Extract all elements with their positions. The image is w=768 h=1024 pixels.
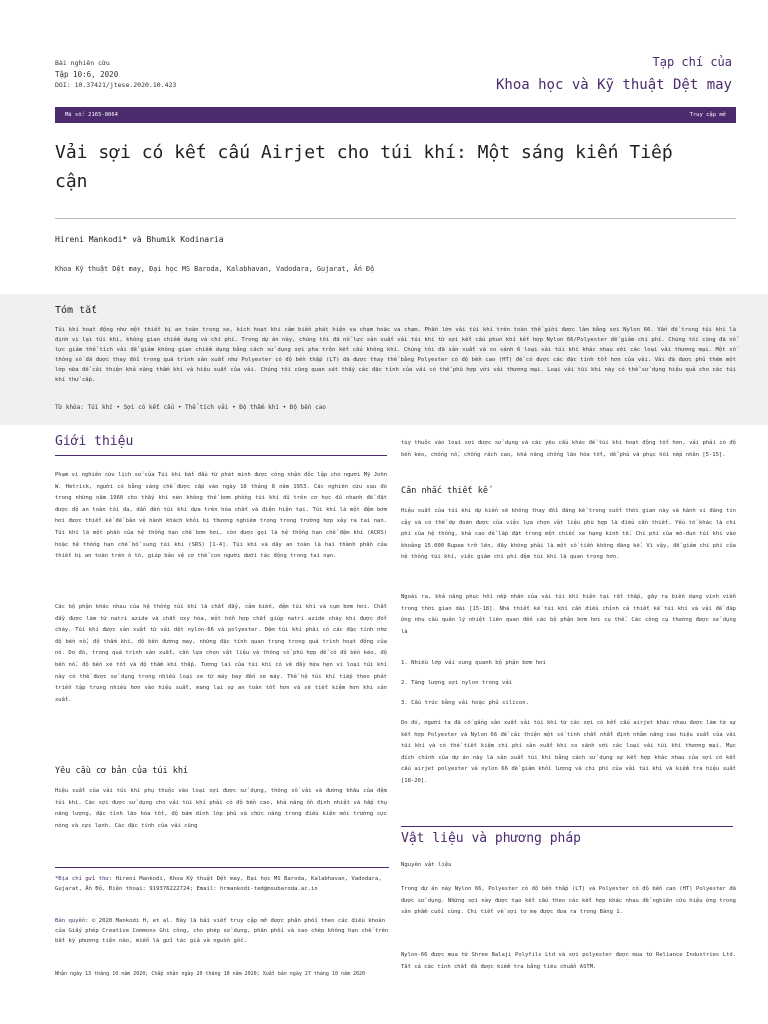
raw-materials-heading: Nguyên vật liệu	[401, 862, 452, 868]
open-access-label: Truy cập mở	[689, 112, 726, 118]
keywords: Từ khóa: Túi khí • Sợi có kết cấu • Thể tích vải • Độ thấm khí • Độ bền cao	[55, 404, 326, 411]
design-paragraph-3: Do đó, người ta đã cố gắng sản xuất vải túi khí từ các sợi có kết cấu airjet khác nhau được làm từ sự kết hợp Polyester và Nylon 66 để cải thiện một số tính chất nhất định nhằm nâng cao hiệu suất của vải túi khí và có thể tiết kiệm chi phí sản xuất khi so sánh với các loại vải túi khí thương mại. Mục đích chính của dự án này là sản xuất túi khí bằng cách sử dụng sự kết hợp khác nhau của sợi có kết cấu airjet polyester và nylon 66 để giảm khối lượng và chi phí của vải túi khí và kiểm tra hiệu suất [18-20].	[401, 720, 736, 784]
correspondence-text: Hireni Mankodi, Khoa Kỹ thuật Dệt may, Đại học MS Baroda, Kalabhavan, Vadodara, Gujarat, Ấn Độ, Điện thoại: 919376222724; Email: hrmankodi-ted@msubaroda.ac.in	[55, 876, 382, 892]
article-meta	[55, 58, 176, 91]
design-paragraph-2: Ngoài ra, khả năng phục hồi nếp nhăn của vải túi khí hiện tại rất thấp, gây ra biến dạng vĩnh viễn trong thời gian dài [15-18]. Nhà thiết kế túi khí cần điều chỉnh cả thiết kế túi khí và vải để đáp ứng nhu cầu quản lý nhiệt liên quan đến các bộ phận bơm hơi cụ thể. Các công cụ thường được sử dụng là	[401, 594, 736, 635]
copyright-label: Bản quyền:	[55, 918, 89, 924]
title-divider	[55, 218, 736, 219]
intro-heading: Giới thiệu	[55, 434, 134, 449]
methods-heading-block	[401, 826, 736, 846]
list-item: 1. Nhiều lớp vải xung quanh bộ phận bơm hơi	[401, 660, 546, 666]
materials-paragraph-2: Nylon-66 được mua từ Shree Balaji Polyfils Ltd và sợi polyester được mua từ Reliance Industries Ltd. Tất cả các tính chất đã được kiểm tra bằng tiêu chuẩn ASTM.	[401, 952, 736, 970]
copyright-note	[55, 916, 389, 946]
intro-paragraph-1: Phạm vi nghiên cứu lịch sử của Túi khí bắt đầu từ phát minh được công nhận độc lập cho người Mỹ John W. Hetrick, người có bằng sáng chế được cấp vào ngày 18 tháng 8 năm 1953. Các nghiên cứu sau đó trong những năm 1960 cho thấy khí nén không thể bơm phồng túi khí đủ trên cơ học đủ nhanh để đặt được độ an toàn tối đa, dẫn đến túi khí dựa trên hóa chất và điện hiện tại. Túi khí là một đệm bơm hơi được thiết kế để bảo vệ hành khách khỏi bị thương nghiêm trọng trong trường hợp xảy ra tai nạn. Túi khí là một phần của hệ thống hạn chế bơm hơi, còn được gọi là hệ thống hạn chế đệm khí (ACRS) hoặc hệ thống hạn chế bổ sung túi khí (SRS) [1-4]. Túi khí và dây an toàn là hai thành phần của thiết bị an toàn trên ô tô, giúp bảo vệ cơ thể con người dưới tác động trong tai nạn.	[55, 472, 387, 560]
journal-line1: Tạp chí của	[652, 55, 732, 69]
article-type: Bài nghiên cứu	[55, 59, 110, 67]
article-title: Vải sợi có kết cấu Airjet cho túi khí: Một sáng kiến Tiếp cận	[55, 142, 673, 192]
footnote-rule	[55, 867, 389, 868]
requirements-paragraph: Hiệu suất của vải túi khí phụ thuộc vào loại sợi được sử dụng, thông số vải và đường khâu của đệm túi khí. Các sợi được sử dụng cho vải túi khí phải có độ bền cao, khả năng ổn định nhiệt và hấp thụ năng lượng, đặc tính lão hóa tốt, độ bám dính lớp phủ và chức năng trong điều kiện môi trường cực nóng và cực lạnh. Các đặc tính của vải cũng	[55, 788, 387, 829]
correspondence-label: *Địa chỉ gửi thư:	[55, 876, 113, 882]
journal-bar	[55, 107, 736, 123]
abstract-heading: Tóm tắt	[55, 305, 98, 316]
materials-paragraph-1: Trong dự án này Nylon 66, Polyester có độ bền thấp (LT) và Polyester có độ bền cao (HT) Polyester đã được sử dụng. Những sợi này được tạo kết cấu theo các kết hợp khác nhau để nghiên cứu hiệu ứng trong sản phẩm cuối cùng. Chi tiết về sợi tơ mẹ được đưa ra trong Bảng 1.	[401, 886, 736, 916]
methods-rule	[401, 826, 733, 827]
intro-heading-block	[55, 434, 387, 456]
methods-heading: Vật liệu và phương pháp	[401, 831, 582, 846]
design-heading: Cân nhắc thiết kế	[401, 486, 488, 496]
publication-dates: Nhận ngày 13 tháng 10 năm 2020; Chấp nhận ngày 20 tháng 10 năm 2020; Xuất bản ngày 27 tháng 10 năm 2020	[55, 971, 366, 977]
design-paragraph-1: Hiệu suất của túi khí dự kiến sẽ không thay đổi đáng kể trong suốt thời gian này và hành vi đáng tin cậy và có thể dự đoán được của việc lựa chọn vật liệu phù hợp là điều cần thiết. Yếu tố khác là chi phí của hệ thống, khả cao để lắp đặt trong một chiếc xe hạng kinh tế. Chi phí của mô-đun túi khí vào khoảng 15.000 Rupee trở lên, đây không phải là một số tiền không đáng kể. Vì vậy, để giảm chi phí của hệ thống túi khí, việc giảm chi phí đệm túi khí là quan trọng hơn.	[401, 508, 736, 561]
journal-name	[496, 54, 732, 96]
affiliation: Khoa Kỹ thuật Dệt may, Đại học MS Baroda, Kalabhavan, Vadodara, Gujarat, Ấn Độ	[55, 265, 375, 273]
authors: Hireni Mankodi* và Bhumik Kodinaria	[55, 235, 224, 244]
volume: Tập 10:6, 2020	[55, 70, 119, 79]
doi-link[interactable]: DOI: 10.37421/jtese.2020.10.423	[55, 81, 177, 89]
right-paragraph-1: tùy thuộc vào loại sợi được sử dụng và các yêu cầu khác để túi khí hoạt động tốt hơn, vải phải có độ bền kéo, chống nổ, chống rách cao, khả năng chống lão hóa tốt, dễ phủ và phục hồi nếp nhăn [5-15].	[401, 440, 736, 458]
journal-line2: Khoa học và Kỹ thuật Dệt may	[495, 77, 732, 93]
correspondence-note	[55, 874, 389, 894]
intro-rule	[55, 455, 387, 456]
issn: Mã số: 2165-8064	[65, 112, 118, 118]
intro-paragraph-2: Các bộ phận khác nhau của hệ thống túi khí là chất đẩy, cảm biến, đệm túi khí và cụm bơm hơi. Chất đẩy được làm từ natri azide và chất oxy hóa, một hỗn hợp chất giúp natri azide cháy khi được đốt cháy. Túi khí được sản xuất từ vải dệt nylon-66 và polyester. Đệm túi khí phải có các đặc tính như độ bền nổ, độ thấm khí, độ bền đường may, những đặc tính quan trọng trong quá trình hoạt động của nó. Do đó, trong quá trình sản xuất, cần lựa chọn vật liệu và thông số phù hợp để có độ bền kéo, độ bền nổ, độ bền xé tốt và độ thấm khí thấp. Tương lai của túi khí có vẻ đầy hứa hẹn vì loại túi khí này có thể được sử dụng trong nhiều loại xe từ máy bay đến xe máy. Thể hệ túi khí tiếp theo phát triển tập trung nhiều hơn vào hiệu suất, mang lại sự an toàn tốt hơn và sẽ tiết kiệm hơn khi sản xuất.	[55, 604, 387, 703]
list-item: 3. Cấu trúc bằng vải hoặc phủ silicon.	[401, 700, 529, 706]
requirements-heading: Yêu cầu cơ bản của túi khí	[55, 766, 189, 776]
abstract-body: Túi khí hoạt động như một thiết bị an toàn trong xe, kích hoạt khi cảm biến phát hiện va chạm hoặc va chạm. Phần lớn vải túi khí trên toàn thế giới được làm bằng sợi Nylon 66. Vấn đề trong túi khí là định vị lại túi khí, không gian chiếm dụng và chi phí. Trong dự án này, chúng tôi đã nỗ lực sản xuất vải túi khí từ sợi kết cấu phun khí kết hợp Nylon 66/Polyester để giảm chi phí. Chúng tôi cũng đã nỗ lực giảm thể tích vải để giảm không gian chiếm dụng bằng cách sử dụng sợi pha trộn kết cấu không khí. Chúng tôi đã sản xuất và so sánh 6 loại vải túi khí khác nhau với các loại vải thương mại. Một số thông số đã được thay đổi trong quá trình sản xuất như Polyester có độ bền thấp (LT) đã được thay thế bằng Polyester có độ bền cao (HT) để có được các đặc tính tốt hơn của vải. Vải đã được phủ thêm một lớp nữa để cải thiện khả năng thấm khí và hiệu suất của vải. Chúng tôi cũng quan sát thấy các đặc tính của vải có thể phù hợp với vải thương mại. Loại vải túi khí này có thể sử dụng hiệu quả cho các túi khí thử cấp.	[55, 327, 736, 383]
copyright-text: © 2020 Mankodi H, et al. Đây là bài viết truy cập mở được phân phối theo các điều khoản của Giấy phép Creative Commons Ghi công, cho phép sử dụng, phân phối và sao chép không hạn chế trên bất kỳ phương tiện nào, miễn là gửi tác giả và nguồn gốc.	[55, 918, 389, 944]
list-item: 2. Tăng lượng sợi nylon trong vải	[401, 680, 513, 686]
